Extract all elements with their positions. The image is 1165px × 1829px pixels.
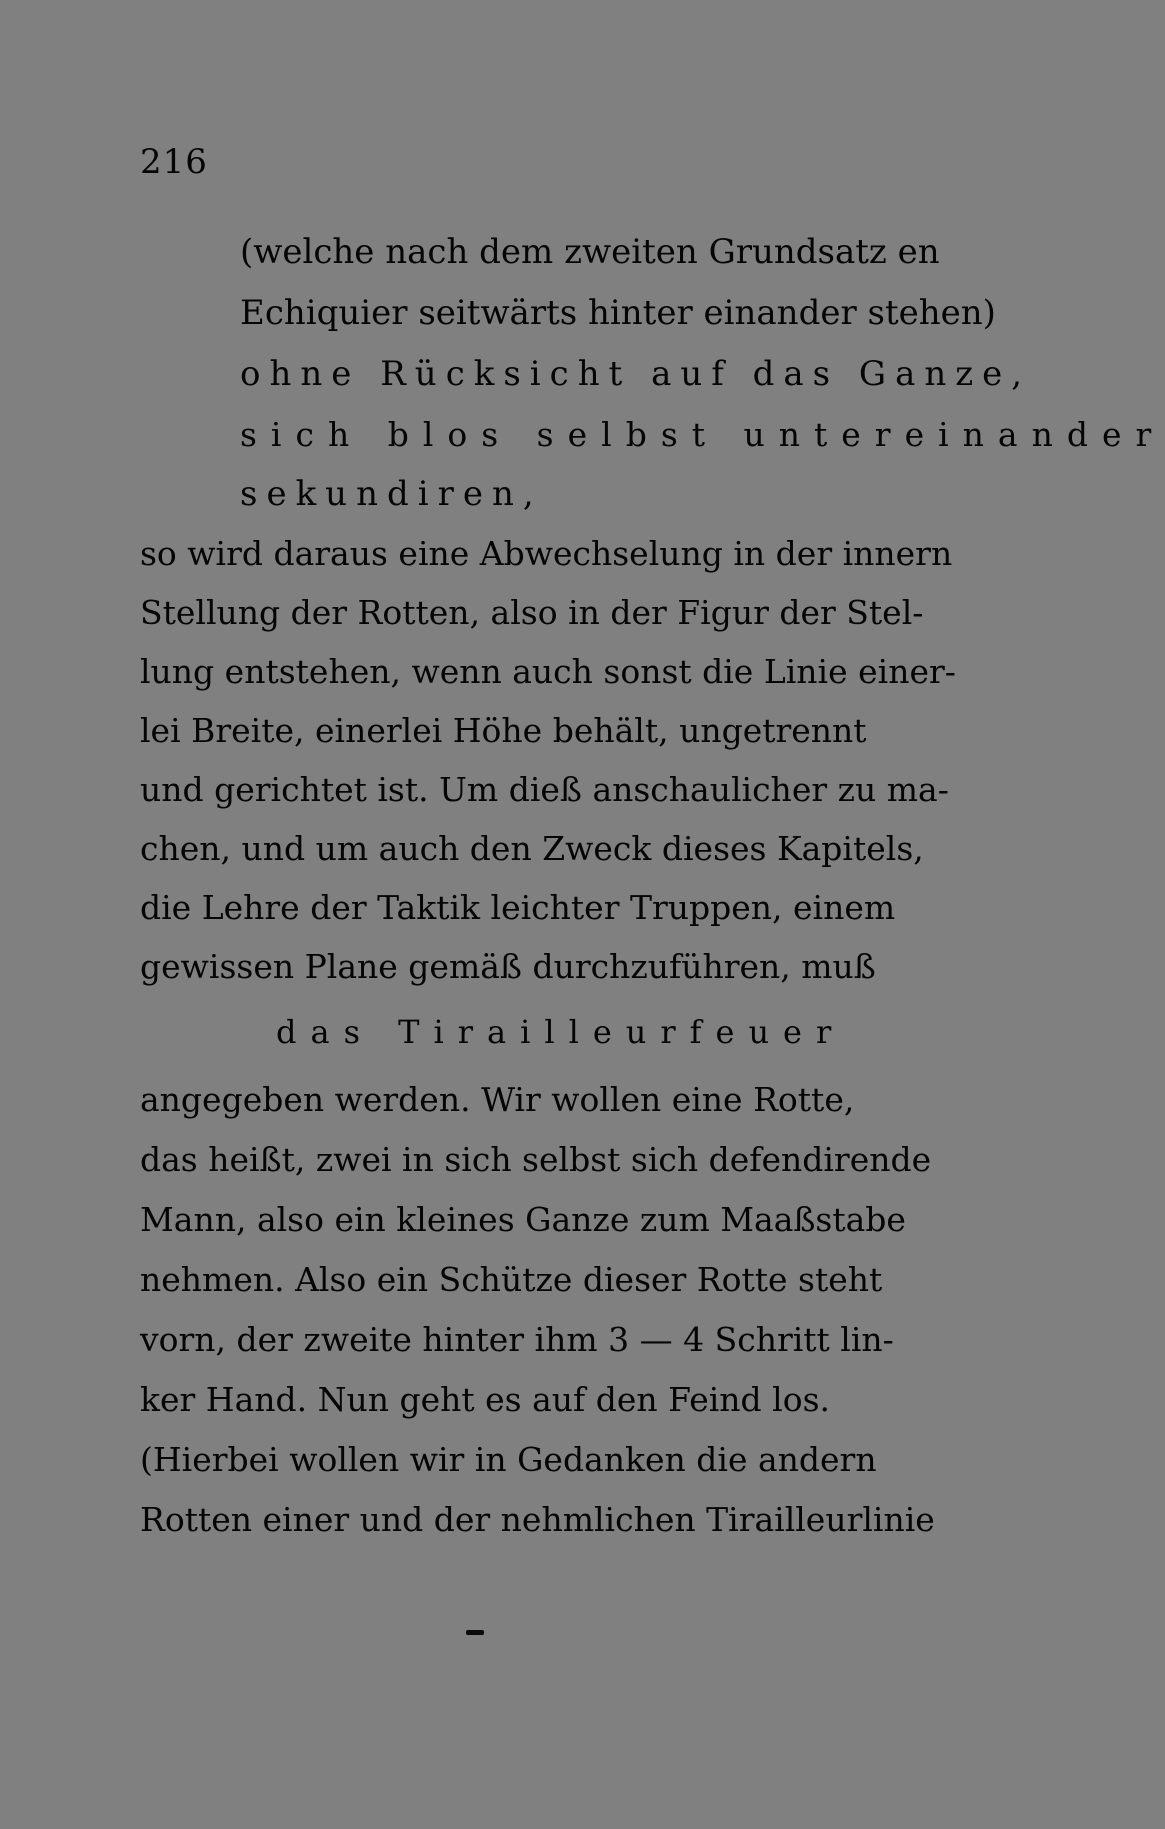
body-line-10: das heißt, zwei in sich selbst sich defendirende — [140, 1140, 932, 1179]
body-line-1: so wird daraus eine Abwechselung in der innern — [140, 534, 953, 573]
body-line-4: lei Breite, einerlei Höhe behält, ungetrennt — [140, 711, 867, 750]
body-line-14: ker Hand. Nun geht es auf den Feind los. — [140, 1380, 831, 1419]
body-line-12: nehmen. Also ein Schütze dieser Rotte steht — [140, 1260, 883, 1299]
body-line-15: (Hierbei wollen wir in Gedanken die andern — [140, 1440, 877, 1479]
indented-line-2: Echiquier seitwärts hinter einander stehen) — [240, 293, 996, 333]
indented-line-1: (welche nach dem zweiten Grundsatz en — [240, 232, 940, 272]
body-line-6: chen, und um auch den Zweck dieses Kapitels, — [140, 829, 924, 868]
body-line-3: lung entstehen, wenn auch sonst die Linie einer- — [140, 652, 956, 691]
ink-mark — [466, 1630, 484, 1635]
body-line-9: angegeben werden. Wir wollen eine Rotte, — [140, 1080, 855, 1119]
indented-line-4: sich blos selbst untereinander — [240, 415, 1165, 454]
centered-heading: das Tirailleurfeuer — [276, 1013, 846, 1051]
body-line-13: vorn, der zweite hinter ihm 3 — 4 Schritt lin- — [140, 1320, 894, 1359]
body-line-16: Rotten einer und der nehmlichen Tirailleurlinie — [140, 1500, 935, 1539]
body-line-11: Mann, also ein kleines Ganze zum Maaßstabe — [140, 1200, 906, 1239]
indented-line-5: sekundiren, — [240, 474, 543, 514]
body-line-5: und gerichtet ist. Um dieß anschaulicher zu ma- — [140, 770, 949, 809]
page-number: 216 — [140, 142, 208, 182]
body-line-2: Stellung der Rotten, also in der Figur der Stel- — [140, 593, 924, 632]
body-line-7: die Lehre der Taktik leichter Truppen, einem — [140, 888, 896, 927]
indented-line-3: ohne Rücksicht auf das Ganze, — [240, 354, 1032, 394]
body-line-8: gewissen Plane gemäß durchzuführen, muß — [140, 947, 876, 986]
